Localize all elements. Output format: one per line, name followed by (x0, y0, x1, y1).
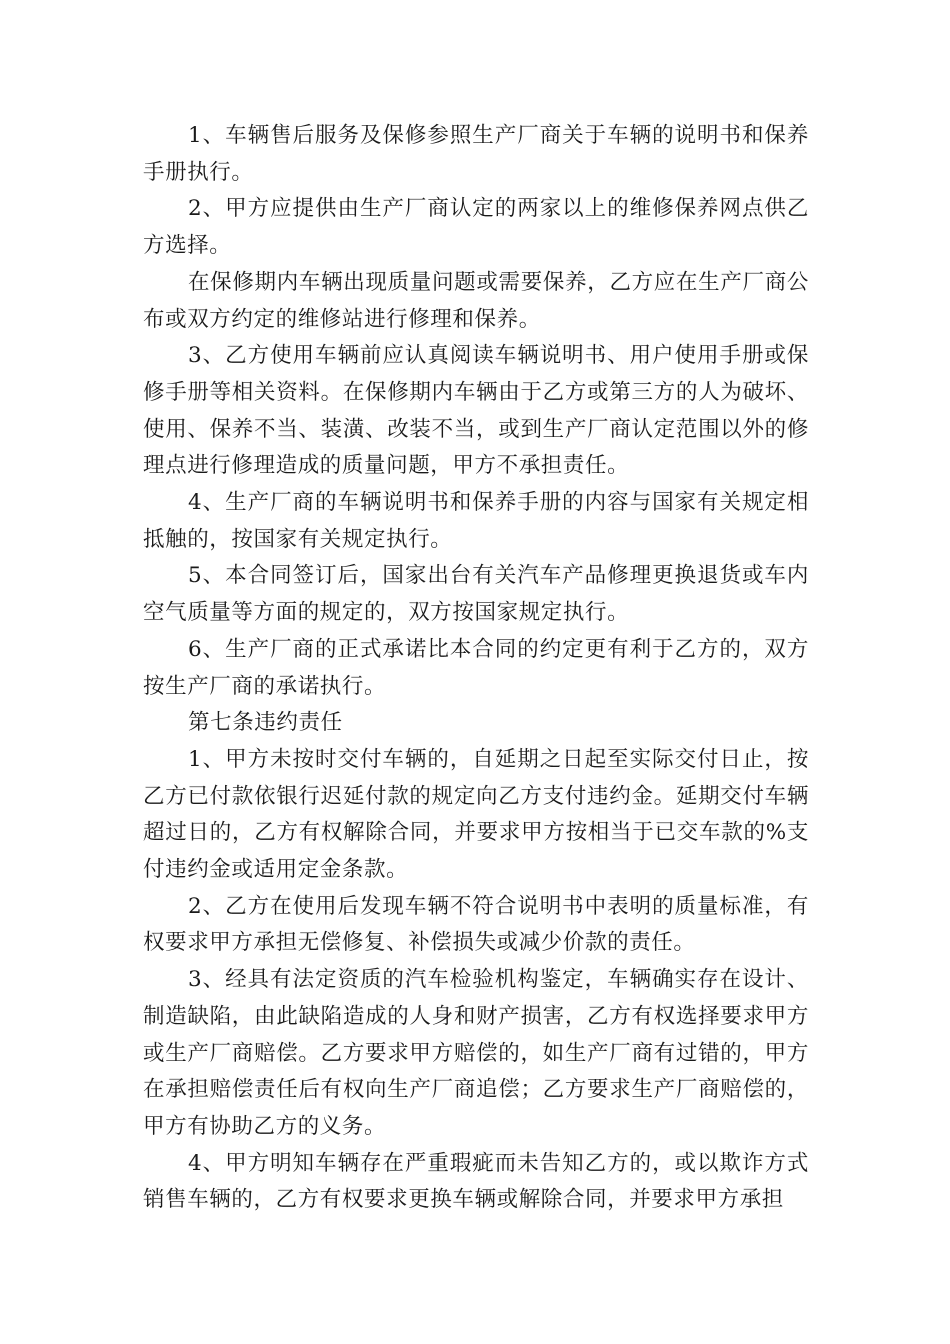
paragraph-liability-4: 4、甲方明知车辆存在严重瑕疵而未告知乙方的，或以欺诈方式销售车辆的，乙方有权要求更换车辆或解除合同，并要求甲方承担 (143, 1150, 809, 1213)
paragraph-warranty-2: 2、甲方应提供由生产厂商认定的两家以上的维修保养网点供乙方选择。 (143, 196, 809, 259)
section-heading-article-7: 第七条违约责任 (188, 710, 343, 736)
paragraph-liability-2: 2、乙方在使用后发现车辆不符合说明书中表明的质量标准，有权要求甲方承担无偿修复、补偿损失或减少价款的责任。 (143, 893, 809, 956)
paragraph-liability-3: 3、经具有法定资质的汽车检验机构鉴定，车辆确实存在设计、制造缺陷，由此缺陷造成的人身和财产损害，乙方有权选择要求甲方或生产厂商赔偿。乙方要求甲方赔偿的，如生产厂商有过错的，甲方在承担赔偿责任后有权向生产厂商追偿；乙方要求生产厂商赔偿的，甲方有协助乙方的义务。 (143, 967, 809, 1139)
paragraph-warranty-4: 4、生产厂商的车辆说明书和保养手册的内容与国家有关规定相抵触的，按国家有关规定执行。 (143, 490, 809, 552)
paragraph-liability-1: 1、甲方未按时交付车辆的，自延期之日起至实际交付日止，按乙方已付款依银行迟延付款的规定向乙方支付违约金。延期交付车辆超过日的，乙方有权解除合同，并要求甲方按相当于已交车款的%支付违约金或适用定金条款。 (143, 746, 809, 883)
paragraph-warranty-3: 3、乙方使用车辆前应认真阅读车辆说明书、用户使用手册或保修手册等相关资料。在保修期内车辆由于乙方或第三方的人为破坏、使用、保养不当、装潢、改装不当，或到生产厂商认定范围以外的修理点进行修理造成的质量问题，甲方不承担责任。 (143, 343, 809, 479)
document-body (143, 118, 809, 1219)
paragraph-warranty-1: 1、车辆售后服务及保修参照生产厂商关于车辆的说明书和保养手册执行。 (143, 123, 809, 185)
paragraph-warranty-5: 5、本合同签订后，国家出台有关汽车产品修理更换退货或车内空气质量等方面的规定的，双方按国家规定执行。 (143, 563, 809, 626)
paragraph-warranty-6: 6、生产厂商的正式承诺比本合同的约定更有利于乙方的，双方按生产厂商的承诺执行。 (143, 636, 809, 699)
paragraph-warranty-note: 在保修期内车辆出现质量问题或需要保养，乙方应在生产厂商公布或双方约定的维修站进行修理和保养。 (143, 269, 809, 332)
